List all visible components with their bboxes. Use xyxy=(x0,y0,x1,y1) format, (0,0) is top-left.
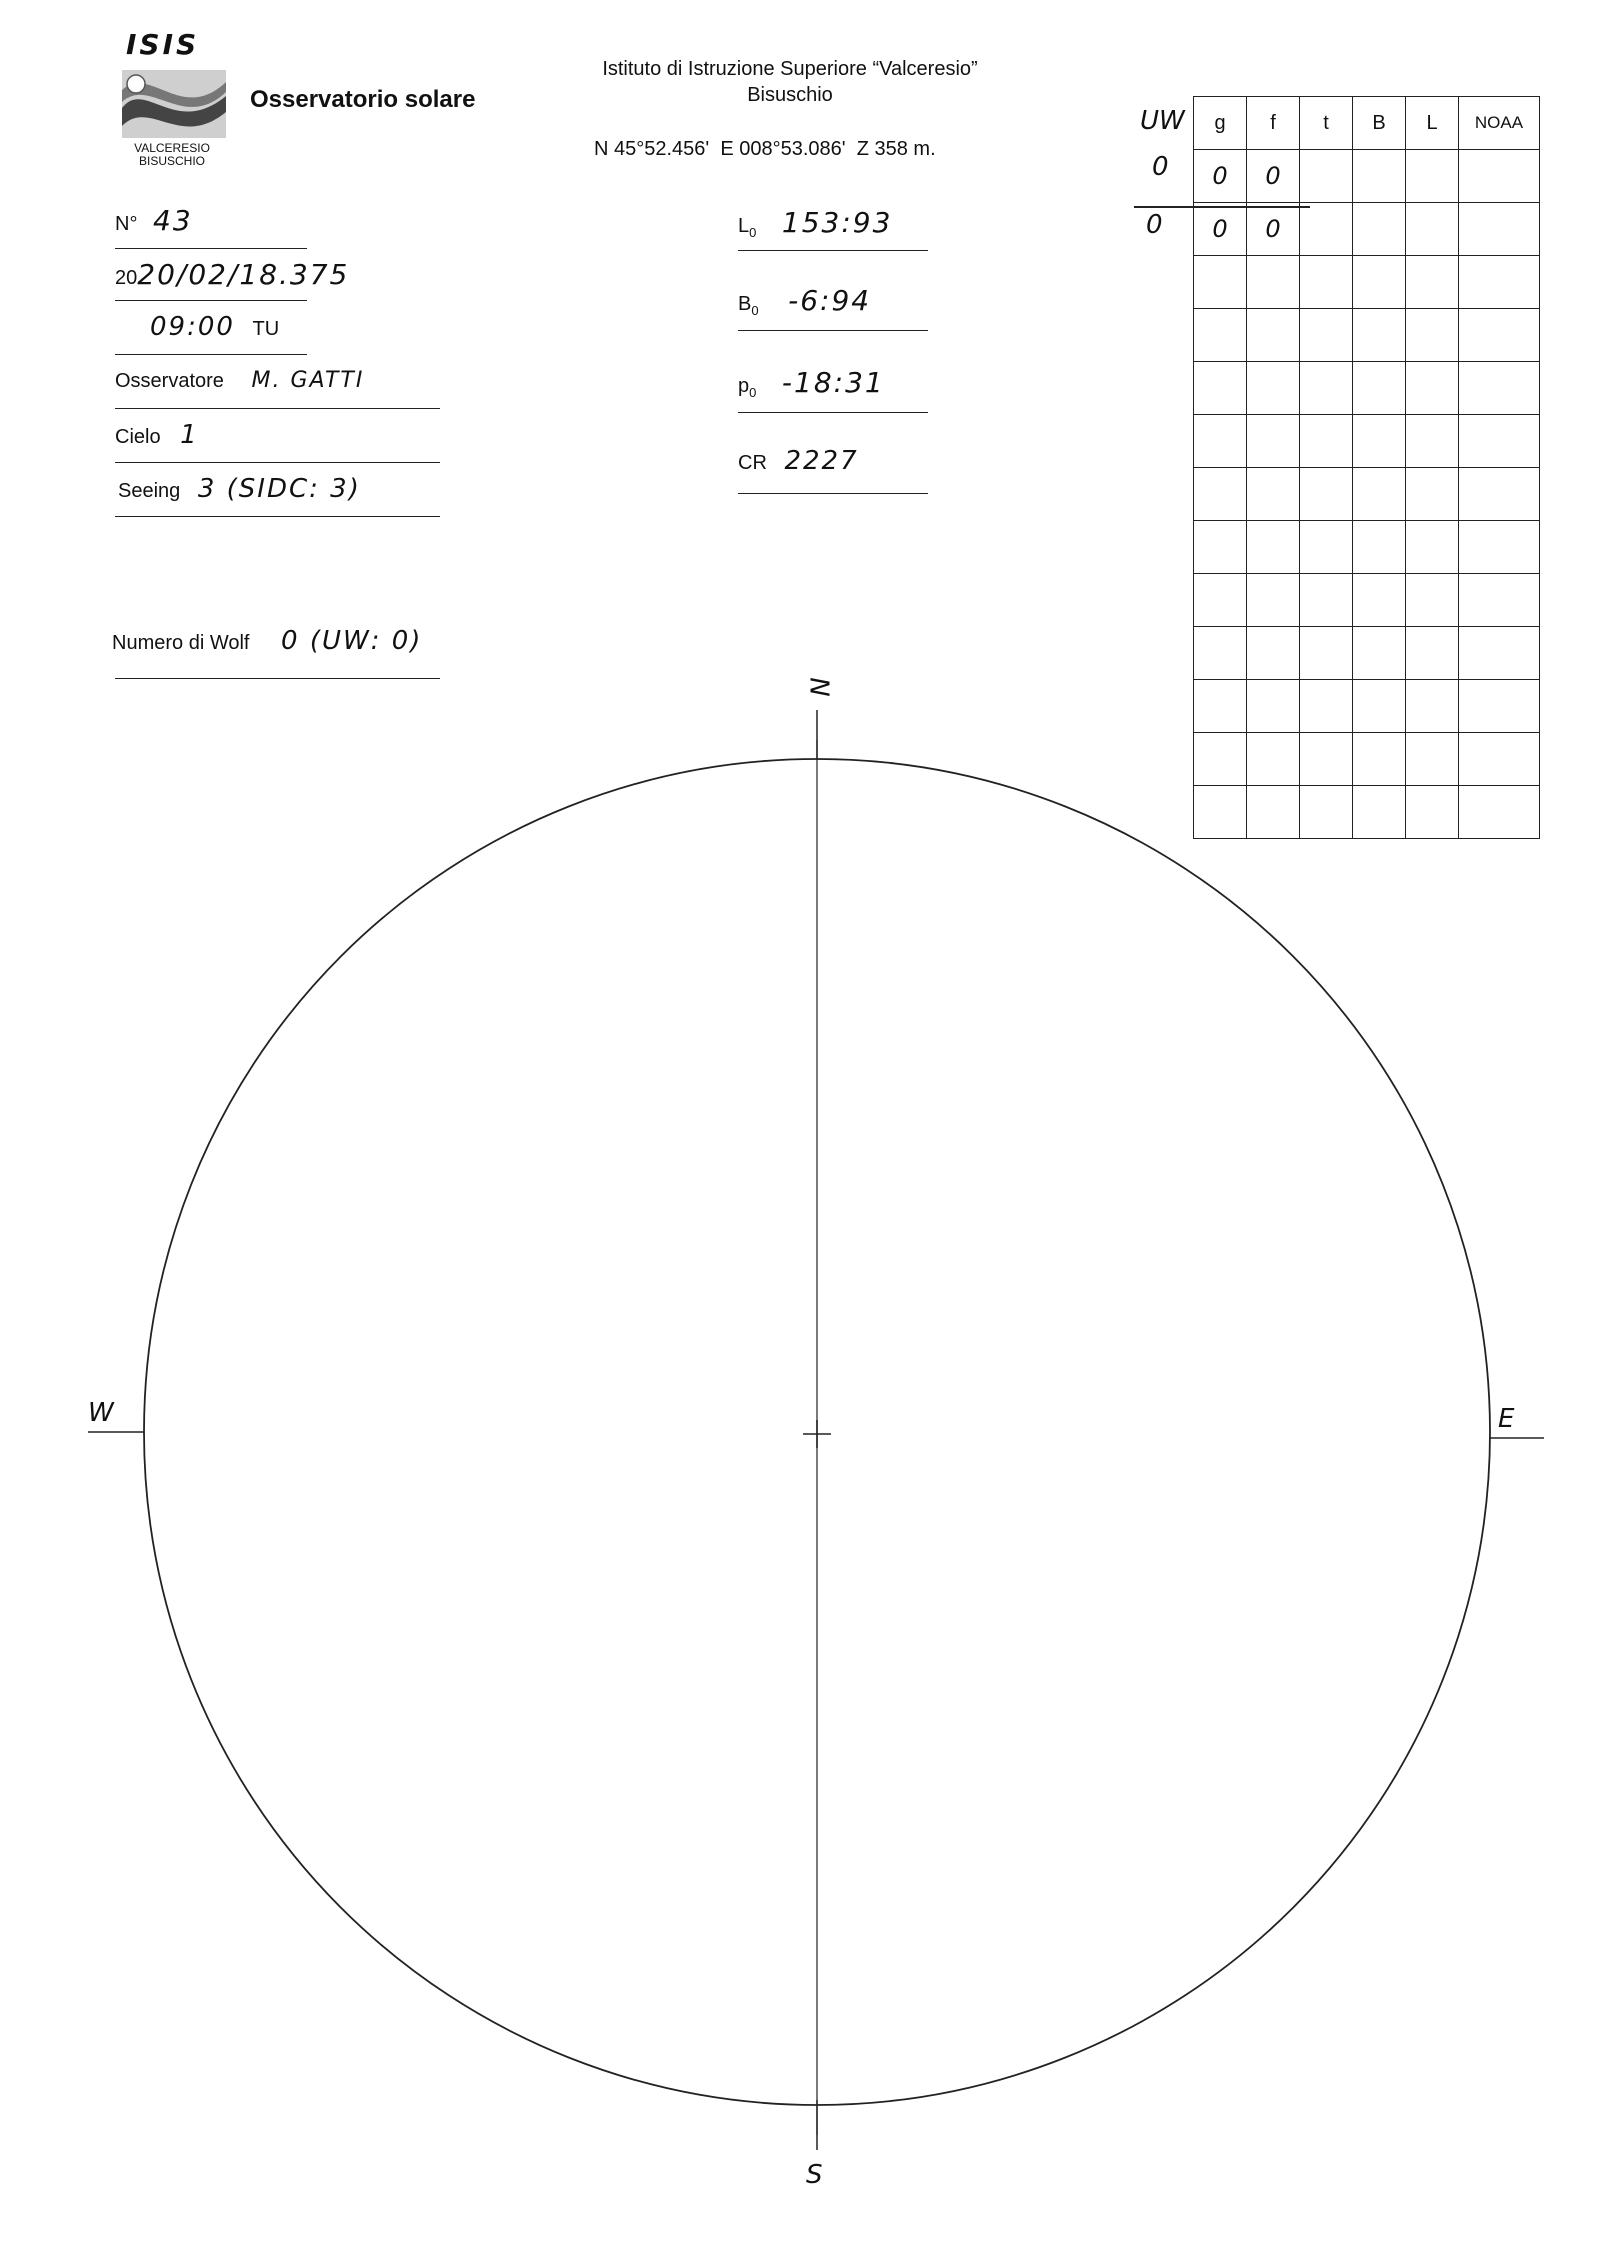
b0-value: -6:94 xyxy=(788,284,872,317)
number-value: 43 xyxy=(153,204,193,237)
institute-line2: Bisuschio xyxy=(747,84,833,106)
time-value: 09:00 xyxy=(150,312,235,342)
b0-subscript: 0 xyxy=(751,303,759,318)
wolf-label: Numero di Wolf xyxy=(112,632,250,654)
seeing-value: 3 (SIDC: 3) xyxy=(197,474,361,504)
date-prefix: 20 xyxy=(115,267,138,289)
institute-line1: Istituto di Istruzione Superiore “Valceresio” xyxy=(602,58,978,80)
p0-label: p xyxy=(738,375,750,397)
cr-value: 2227 xyxy=(784,446,859,476)
cr-label: CR xyxy=(738,452,767,474)
table-cell: 0 xyxy=(1247,203,1300,256)
sky-value: 1 xyxy=(180,420,199,450)
logo-text: ISIS xyxy=(126,28,200,61)
table-cell: 0 xyxy=(1194,203,1247,256)
observer-value: M. GATTI xyxy=(251,368,365,393)
number-label: N° xyxy=(115,213,138,235)
north-label: N xyxy=(803,677,834,697)
uw-row-label-1: 0 xyxy=(1152,152,1169,182)
logo-subtitle-line1: VALCERESIO xyxy=(134,141,210,155)
table-cell: 0 xyxy=(1247,150,1300,203)
uw-row-label-2: 0 xyxy=(1146,210,1163,240)
table-header-f: f xyxy=(1247,97,1300,150)
b0-label: B xyxy=(738,293,752,315)
date-value: 20/02/18.375 xyxy=(137,258,350,291)
wolf-value: 0 (UW: 0) xyxy=(281,626,423,656)
time-unit: TU xyxy=(252,318,280,340)
east-label: E xyxy=(1498,1404,1515,1434)
west-label: W xyxy=(88,1398,114,1428)
table-header-t: t xyxy=(1300,97,1353,150)
table-cell: 0 xyxy=(1194,150,1247,203)
uw-label: UW xyxy=(1140,106,1185,136)
observer-label: Osservatore xyxy=(115,370,224,392)
table-header-l: L xyxy=(1406,97,1459,150)
p0-value: -18:31 xyxy=(781,366,885,399)
table-header-noaa: NOAA xyxy=(1459,97,1540,150)
l0-value: 153:93 xyxy=(781,206,893,239)
seeing-label: Seeing xyxy=(118,480,181,502)
page-title: Osservatorio solare xyxy=(250,86,476,113)
sky-label: Cielo xyxy=(115,426,161,448)
table-header-b: B xyxy=(1353,97,1406,150)
p0-subscript: 0 xyxy=(749,385,757,400)
table-header-g: g xyxy=(1194,97,1247,150)
south-label: S xyxy=(806,2160,823,2190)
coordinates: N 45°52.456' E 008°53.086' Z 358 m. xyxy=(594,138,936,160)
l0-label: L xyxy=(738,215,750,237)
logo-subtitle-line2: BISUSCHIO xyxy=(138,154,205,168)
l0-subscript: 0 xyxy=(749,225,757,240)
